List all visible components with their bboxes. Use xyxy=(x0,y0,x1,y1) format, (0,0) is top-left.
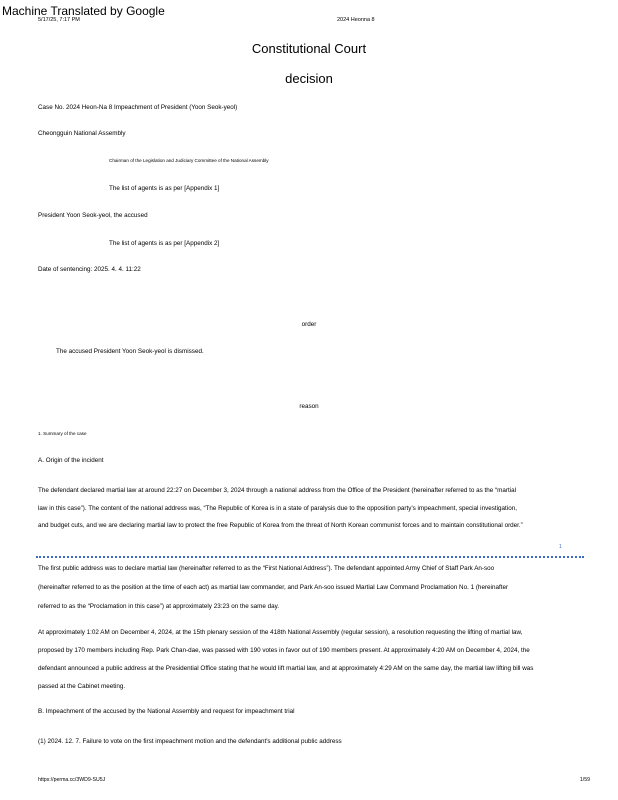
agents-appendix-2: The list of agents is as per [Appendix 2] xyxy=(109,240,220,247)
page-number: 1/59 xyxy=(579,777,590,783)
section-a-heading: A. Origin of the incident xyxy=(38,457,104,464)
reason-heading: reason xyxy=(299,403,319,410)
paragraph-line: passed at the Cabinet meeting. xyxy=(38,683,126,690)
paragraph-line: and budget cuts, and we are declaring martial law to protect the free Republic of Korea from the threat of North Korean communist forces and to maintain constitutional order.” xyxy=(38,522,523,529)
page-break-separator xyxy=(36,556,584,558)
paragraph-line: The first public address was to declare martial law (hereinafter referred to as the “First National Address”). The defendant appointed Army Chief of Staff Park An-soo xyxy=(38,565,495,572)
paragraph-line: The defendant declared martial law at around 22:27 on December 3, 2024 through a national address from the Office of the President (hereinafter referred to as the “martial xyxy=(38,487,517,494)
paragraph-line: proposed by 170 members including Rep. Park Chan-dae, was passed with 190 votes in favor out of 190 members present. At approximately 4:20 AM on December 4, 2024, the xyxy=(38,647,530,654)
order-heading: order xyxy=(301,321,317,328)
machine-translation-banner: Machine Translated by Google xyxy=(2,4,165,18)
page-break-marker: 1 xyxy=(559,544,562,550)
paragraph-line: law in this case”). The content of the national address was, “The Republic of Korea is in a state of paralysis due to the opposition party’s impeachment, special investigation, xyxy=(38,505,517,512)
footer-url[interactable]: https://perma.cc/3WD9-SU5J xyxy=(38,777,106,783)
order-text: The accused President Yoon Seok-yeol is dismissed. xyxy=(56,348,204,355)
document-title: Constitutional Court xyxy=(251,41,367,56)
paragraph-line: defendant announced a public address at the Presidential Office stating that he would lift martial law, and at approximately 4:29 AM on the same day, the martial law lifting bill was xyxy=(38,665,534,672)
agents-appendix-1: The list of agents is as per [Appendix 1] xyxy=(109,185,220,192)
print-header-title: 2024 Heonna 8 xyxy=(337,17,375,23)
respondent: President Yoon Seok-yeol, the accused xyxy=(38,212,148,219)
summary-label: 1. Summary of the case xyxy=(38,431,87,436)
item-1-heading: (1) 2024. 12. 7. Failure to vote on the first impeachment motion and the defendant's additional public address xyxy=(38,738,342,745)
sentencing-date: Date of sentencing: 2025. 4. 4. 11:22 xyxy=(38,266,141,273)
case-number: Case No. 2024 Heon-Na 8 Impeachment of President (Yoon Seok-yeol) xyxy=(38,104,238,111)
section-b-heading: B. Impeachment of the accused by the National Assembly and request for impeachment trial xyxy=(38,708,295,715)
print-date: 5/17/25, 7:17 PM xyxy=(38,17,80,23)
paragraph-line: (hereinafter referred to as the position at the time of each act) as martial law commander, and Park An-soo issued Martial Law Command Proclamation No. 1 (hereinafter xyxy=(38,584,509,591)
petitioner-representative: Chairman of the Legislation and Judiciary Committee of the National Assembly xyxy=(109,158,269,163)
petitioner: Cheongguin National Assembly xyxy=(38,130,126,137)
paragraph-line: referred to as the “Proclamation in this case”) at approximately 23:23 on the same day. xyxy=(38,603,280,610)
document-subtitle: decision xyxy=(285,71,333,86)
paragraph-line: At approximately 1:02 AM on December 4, 2024, at the 15th plenary session of the 418th National Assembly (regular session), a resolution requesting the lifting of martial law, xyxy=(38,629,523,636)
